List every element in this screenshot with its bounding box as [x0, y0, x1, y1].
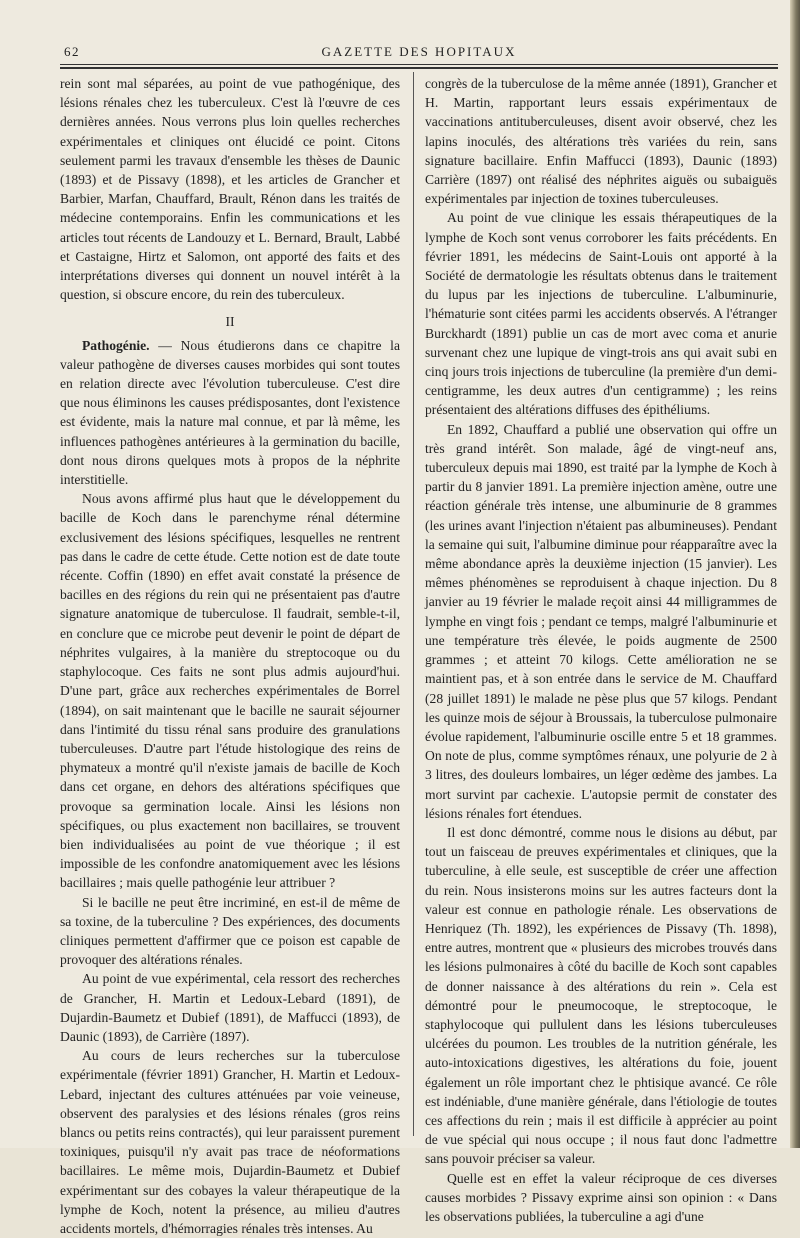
paragraph: rein sont mal séparées, au point de vue pathogénique, des lésions rénales chez les tuberculeux. C'est là l'œuvre de ces dernières années. Nous verrons plus loin quelles recherches expérimentales et cliniques ont élucidé ce point. Citons seulement parmi les travaux d'ensemble les thèses de Daunic (1893) et de Pissavy (1898), et les articles de Grancher et Barbier, Marfan, Chauffard, Brault, Rénon dans les traités de médecine contemporains. Enfin les communications et les articles tout récents de Landouzy et L. Bernard, Brault, Labbé et Castaigne, Hirtz et Salomon, ont apporté des faits et des interprétations diverses qui donnent un nouvel intérêt à la question, si obscure encore, du rein des tuberculeux.	[60, 76, 400, 303]
journal-title: GAZETTE DES HOPITAUX	[321, 44, 517, 59]
header-rule-thick	[60, 67, 778, 69]
left-column	[60, 74, 400, 1238]
paragraph: Nous avons affirmé plus haut que le développement du bacille de Koch dans le parenchyme rénal détermine exclusivement des lésions spécifiques, lesquelles ne rentrent pas dans le cadre de cette étude. Cette notion est de date toute récente. Coffin (1890) en effet avait constaté la présence de bacilles en des régions du rein qui ne présentaient pas d'autre signature anatomique de tuberculose. Il faudrait, semble-t-il, en conclure que ce microbe peut devenir le point de départ de néphrites vulgaires, à la manière du streptocoque ou du staphylocoque. Ces faits ne sont plus admis aujourd'hui. D'une part, grâce aux recherches expérimentales de Borrel (1894), on sait maintenant que le bacille ne saurait séjourner dans l'intimité du tissu rénal sans produire des granulations tuberculeuses. D'autre part l'étude histologique des reins de phymateux a montré qu'il n'existe jamais de bacille de Koch dans cet organe, en dehors des altérations spécifiques que provoque sa germination locale. Ainsi les lésions non spécifiques, ou plus exactement non bacillaires, se trouvent bien individualisées au point de vue théorique ; il est impossible de les confondre anatomiquement avec les lésions bacillaires ; mais quelle pathogénie leur attribuer ?	[60, 491, 400, 891]
paragraph: Au point de vue expérimental, cela ressort des recherches de Grancher, H. Martin et Ledoux-Lebard (1891), de Dujardin-Baumetz et Dubief (1891), de Maffucci (1893), de Daunic (1893), de Carrière (1897).	[60, 971, 400, 1044]
page-number: 62	[64, 44, 80, 59]
paragraph: Si le bacille ne peut être incriminé, en est-il de même de sa toxine, de la tuberculine ? Des expériences, des documents cliniques permettent d'affirmer que ce poison est capable de provoquer des altérations rénales.	[60, 894, 400, 968]
header-rule-thin	[60, 64, 778, 65]
paragraph: Au point de vue clinique les essais thérapeutiques de la lymphe de Koch sont venus corroborer les faits précédents. En février 1891, les médecins de Saint-Louis ont apporté à la Société de dermatologie les résultats obtenus dans le traitement du lupus par les injections de tuberculine. L'albuminurie, l'hématurie sont citées parmi les accidents observés. A l'étranger Burckhardt (1891) publie un cas de mort avec coma et anurie survenant chez une lupique de vingt-trois ans qui avait subi en cinq jours trois injections de tuberculine (la première d'un demi-centigramme, les deux autres d'un centigramme) ; les reins présentaient des altérations diffuses des épithéliums.	[425, 210, 777, 418]
column-divider	[413, 72, 414, 1136]
paragraph: Au cours de leurs recherches sur la tuberculose expérimentale (février 1891) Grancher, H. Martin et Ledoux-Lebard, injectant des cultures atténuées par voie veineuse, observent des paralysies et des lésions rénales (gros reins blancs ou petits reins contractés), qui leur paraissent purement toxiniques, puisqu'il n'y avait pas trace de néoformations bacillaires. Le même mois, Dujardin-Baumetz et Dubief expérimentant sur des cobayes la valeur thérapeutique de la lymphe de Koch, notent la présence, au milieu d'autres accidents mortels, d'hémorragies rénales très intenses. Au	[60, 1048, 400, 1236]
paragraph	[60, 336, 400, 490]
paragraph-text: — Nous étudierons dans ce chapitre la valeur pathogène de diverses causes morbides qui sont toutes en relation directe avec l'évolution tuberculeuse. C'est dire que nous éliminons les causes prédisposantes, dont l'existence est évidente, mais la nature mal connue, et par là même, les influences pathogènes antérieures à la germination du bacille, dont nous dirons quelques mots à propos de la néphrite interstitielle.	[60, 337, 400, 488]
section-heading: Pathogénie.	[82, 337, 150, 353]
paragraph: Quelle est en effet la valeur réciproque de ces diverses causes morbides ? Pissavy exprime ainsi son opinion : « Dans les observations publiées, la tuberculine a agi d'une	[425, 1170, 777, 1224]
page-edge	[790, 0, 800, 1148]
paragraph: congrès de la tuberculose de la même année (1891), Grancher et H. Martin, rapportant leurs essais expérimentaux de vaccinations antituberculeuses, disent avoir observé, chez les lapins inoculés, des altérations très variées du rein, sans signature bacillaire. Enfin Maffucci (1893), Daunic (1893) Carrière (1897) ont réalisé des néphrites aiguës ou subaiguës expérimentales par injection de toxines tuberculeuses.	[425, 76, 777, 207]
running-header	[60, 38, 778, 60]
section-number: II	[225, 314, 235, 330]
paragraph: Il est donc démontré, comme nous le disions au début, par tout un faisceau de preuves expérimentales et cliniques, que la tuberculine, à elle seule, est susceptible de créer une affection du rein. Nous insisterons moins sur les autres facteurs dont la valeur est connue en pathologie rénale. Les observations de Henriquez (Th. 1892), les expériences de Pissavy (Th. 1898), entre autres, montrent que « plusieurs des microbes trouvés dans les lésions pulmonaires à côté du bacille de Koch sont capables de donner naissance à des altérations du rein ». Cela est démontré pour le pneumocoque, le streptocoque, le staphylocoque qui pullulent dans les lésions tuberculeuses ulcérées du poumon. Les troubles de la nutrition générale, les auto-intoxications digestives, les altérations du foie, jouent également un rôle important chez le phtisique avancé. Ce rôle est indéniable, d'une manière générale, dans l'étiologie de toutes ces affections du rein ; mais il est difficile à apprécier au point de vue spécial qui nous occupe ; il nous faut donc l'admettre sans pouvoir préciser sa valeur.	[425, 824, 777, 1167]
paragraph: En 1892, Chauffard a publié une observation qui offre un très grand intérêt. Son malade, âgé de vingt-neuf ans, tuberculeux depuis mai 1890, est traité par la lymphe de Koch à partir du 8 janvier 1891. La première injection amène, outre une réaction générale très intense, une albuminurie de 8 grammes (les urines avant l'injection n'étaient pas albumineuses). Pendant la semaine qui suit, l'albumine diminue pour réapparaître avec la même abondance après la deuxième injection (15 janvier). Les mêmes phénomènes se reproduisent à chaque injection. Du 8 janvier au 19 février le malade reçoit ainsi 44 milligrammes de lymphe en vingt fois ; pendant ce temps, malgré l'albuminurie et une température très élevée, le poids augmente de 2500 grammes ; et atteint 70 kilogs. Cette amélioration ne se maintient pas, et à son entrée dans le service de M. Chauffard (28 juillet 1891) le malade ne pèse plus que 57 kilogs. Pendant les quinze mois de séjour à Broussais, la tuberculose pulmonaire évolue rapidement, l'albuminurie oscille entre 5 et 18 grammes. On note de plus, comme symptômes rénaux, une polyurie de 2 à 3 litres, des douleurs lombaires, un léger œdème des jambes. La mort survint par cachexie. L'autopsie permit de constater des lésions rénales fort étendues.	[425, 421, 777, 821]
right-column	[425, 74, 777, 1226]
